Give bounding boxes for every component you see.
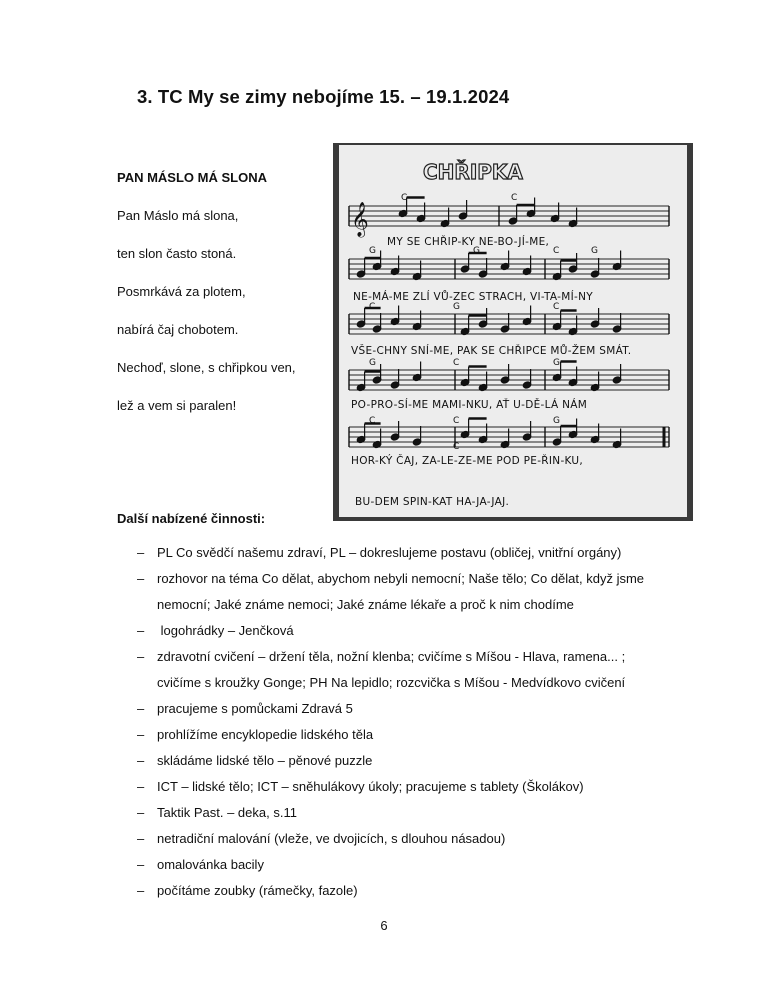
lyric-line: PO-PRO-SÍ-ME MAMI-NKU, AŤ U-DĚ-LÁ NÁM — [351, 399, 588, 411]
page-number: 6 — [380, 918, 388, 933]
list-item-text: omalovánka bacily — [157, 857, 264, 872]
chord: C — [453, 442, 460, 452]
chord: G — [369, 358, 376, 368]
list-dash: – — [137, 623, 145, 638]
chord: C — [553, 302, 560, 312]
sheet-title: CHŘIPKA — [423, 160, 523, 184]
list-item-text: prohlížíme encyklopedie lidského těla — [157, 727, 374, 742]
page-heading: 3. TC My se zimy nebojíme 15. – 19.1.2024 — [137, 86, 510, 107]
list-item-text: Taktik Past. – deka, s.11 — [157, 805, 297, 820]
list-item — [117, 566, 657, 618]
chord: G — [473, 246, 480, 256]
list-item-text: netradiční malování (vleže, ve dvojicích, s dlouhou násadou) — [157, 831, 506, 846]
list-dash: – — [137, 805, 145, 820]
list-item-text: skládáme lidské tělo – pěnové puzzle — [157, 753, 373, 768]
poem-line: Posmrkává za plotem, — [117, 284, 246, 299]
lyric-line: BU-DEM SPIN-KAT HA-JA-JAJ. — [355, 496, 510, 508]
list-dash: – — [137, 571, 145, 586]
list-dash: – — [137, 857, 145, 872]
chord: C — [401, 193, 408, 203]
lyric-line: HOR-KÝ ČAJ, ZA-LE-ZE-ME POD PE-ŘIN-KU, — [351, 455, 584, 467]
lyric-line: MY SE CHŘIP-KY NE-BO-JÍ-ME, — [387, 236, 550, 248]
list-item — [117, 878, 657, 904]
chord: C — [369, 416, 376, 426]
list-dash: – — [137, 649, 145, 664]
treble-clef-icon: 𝄞 — [351, 202, 369, 237]
list-dash: – — [137, 883, 145, 898]
lyric-line: NE-MÁ-ME ZLÍ VŮ-ZEC STRACH, VI-TA-MÍ-NY — [353, 291, 593, 303]
list-item — [117, 644, 657, 696]
poem-line: Pan Máslo má slona, — [117, 208, 239, 223]
list-dash: – — [137, 831, 145, 846]
list-item — [117, 696, 657, 722]
chord: G — [453, 302, 460, 312]
list-item — [117, 852, 657, 878]
chord: G — [553, 416, 560, 426]
lyric-line: VŠE-CHNY SNÍ-ME, PAK SE CHŘIPCE MŮ-ŽEM SMÁT. — [351, 345, 632, 357]
list-item-text: ICT – lidské tělo; ICT – sněhulákovy úkoly; pracujeme s tablety (Školákov) — [157, 779, 584, 794]
chord: C — [453, 416, 460, 426]
list-dash: – — [137, 545, 145, 560]
chord: C — [369, 302, 376, 312]
poem-line: nabírá čaj chobotem. — [117, 322, 239, 337]
list-dash: – — [137, 701, 145, 716]
chord: G — [591, 246, 598, 256]
list-item-text: počítáme zoubky (rámečky, fazole) — [157, 883, 358, 898]
chord: C — [553, 246, 560, 256]
list-item — [117, 826, 657, 852]
list-item — [117, 800, 657, 826]
list-item-text: pracujeme s pomůckami Zdravá 5 — [157, 701, 353, 716]
list-item — [117, 748, 657, 774]
list-item — [117, 722, 657, 748]
list-item-text: zdravotní cvičení – držení těla, nožní klenba; cvičíme s Míšou - Hlava, ramena... ; cvičíme s kroužky Gonge; PH Na lepidlo; rozcvička s Míšou - Medvídkovo cvičení — [157, 649, 626, 690]
list-item — [117, 540, 657, 566]
list-dash: – — [137, 753, 145, 768]
activities-list — [117, 540, 657, 904]
chord: C — [511, 193, 518, 203]
list-dash: – — [137, 779, 145, 794]
poem-line: Nechoď, slone, s chřipkou ven, — [117, 360, 296, 375]
poem-title: PAN MÁSLO MÁ SLONA — [117, 170, 267, 185]
list-item — [117, 618, 657, 644]
sheet-music-photo — [333, 143, 693, 521]
activities-title: Další nabízené činnosti: — [117, 511, 266, 526]
list-item — [117, 774, 657, 800]
list-item-text: rozhovor na téma Co dělat, abychom nebyli nemocní; Naše tělo; Co dělat, když jsme nemocní; Jaké známe nemoci; Jaké známe lékaře a proč k nim chodíme — [157, 571, 645, 612]
chord: G — [553, 358, 560, 368]
list-item-text: PL Co svědčí našemu zdraví, PL – dokreslujeme postavu (obličej, vnitřní orgány) — [157, 545, 622, 560]
chord: C — [453, 358, 460, 368]
poem-line: lež a vem si paralen! — [117, 398, 237, 413]
poem-line: ten slon často stoná. — [117, 246, 237, 261]
list-item-text: logohrádky – Jenčková — [157, 623, 294, 638]
list-dash: – — [137, 727, 145, 742]
chord: G — [369, 246, 376, 256]
